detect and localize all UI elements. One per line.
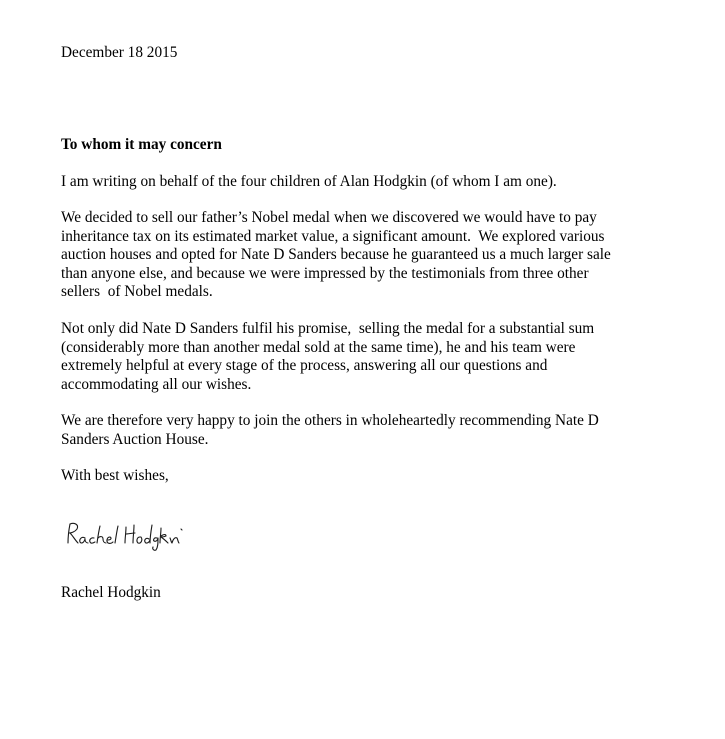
paragraph-line: sellers of Nobel medals. <box>61 283 213 300</box>
paragraph-line: (considerably more than another medal sold at the same time), he and his team were <box>61 338 576 356</box>
letter-date: December 18 2015 <box>61 44 178 61</box>
signatory-name: Rachel Hodgkin <box>61 584 161 601</box>
paragraph-line: Sanders Auction House. <box>61 430 209 448</box>
paragraph-line: Not only did Nate D Sanders fulfil his promise, selling the medal for a substantial sum <box>61 320 595 337</box>
paragraph-line: than anyone else, and because we were impressed by the testimonials from three other <box>61 264 589 282</box>
handwritten-signature <box>60 518 190 552</box>
paragraph-line: accommodating all our wishes. <box>61 375 252 393</box>
paragraph-line: We are therefore very happy to join the others in wholeheartedly recommending Nate D <box>61 412 599 429</box>
paragraph-line: We decided to sell our father’s Nobel medal when we discovered we would have to pay <box>61 209 597 226</box>
letter-closing: With best wishes, <box>61 467 169 484</box>
paragraph-line: auction houses and opted for Nate D Sanders because he guaranteed us a much larger sale <box>61 246 611 263</box>
paragraph-line: extremely helpful at every stage of the process, answering all our questions and <box>61 357 548 374</box>
letter-heading: To whom it may concern <box>61 136 222 153</box>
paragraph-line: I am writing on behalf of the four children of Alan Hodgkin (of whom I am one). <box>61 173 557 190</box>
paragraph-line: inheritance tax on its estimated market value, a significant amount. We explored various <box>61 227 605 245</box>
